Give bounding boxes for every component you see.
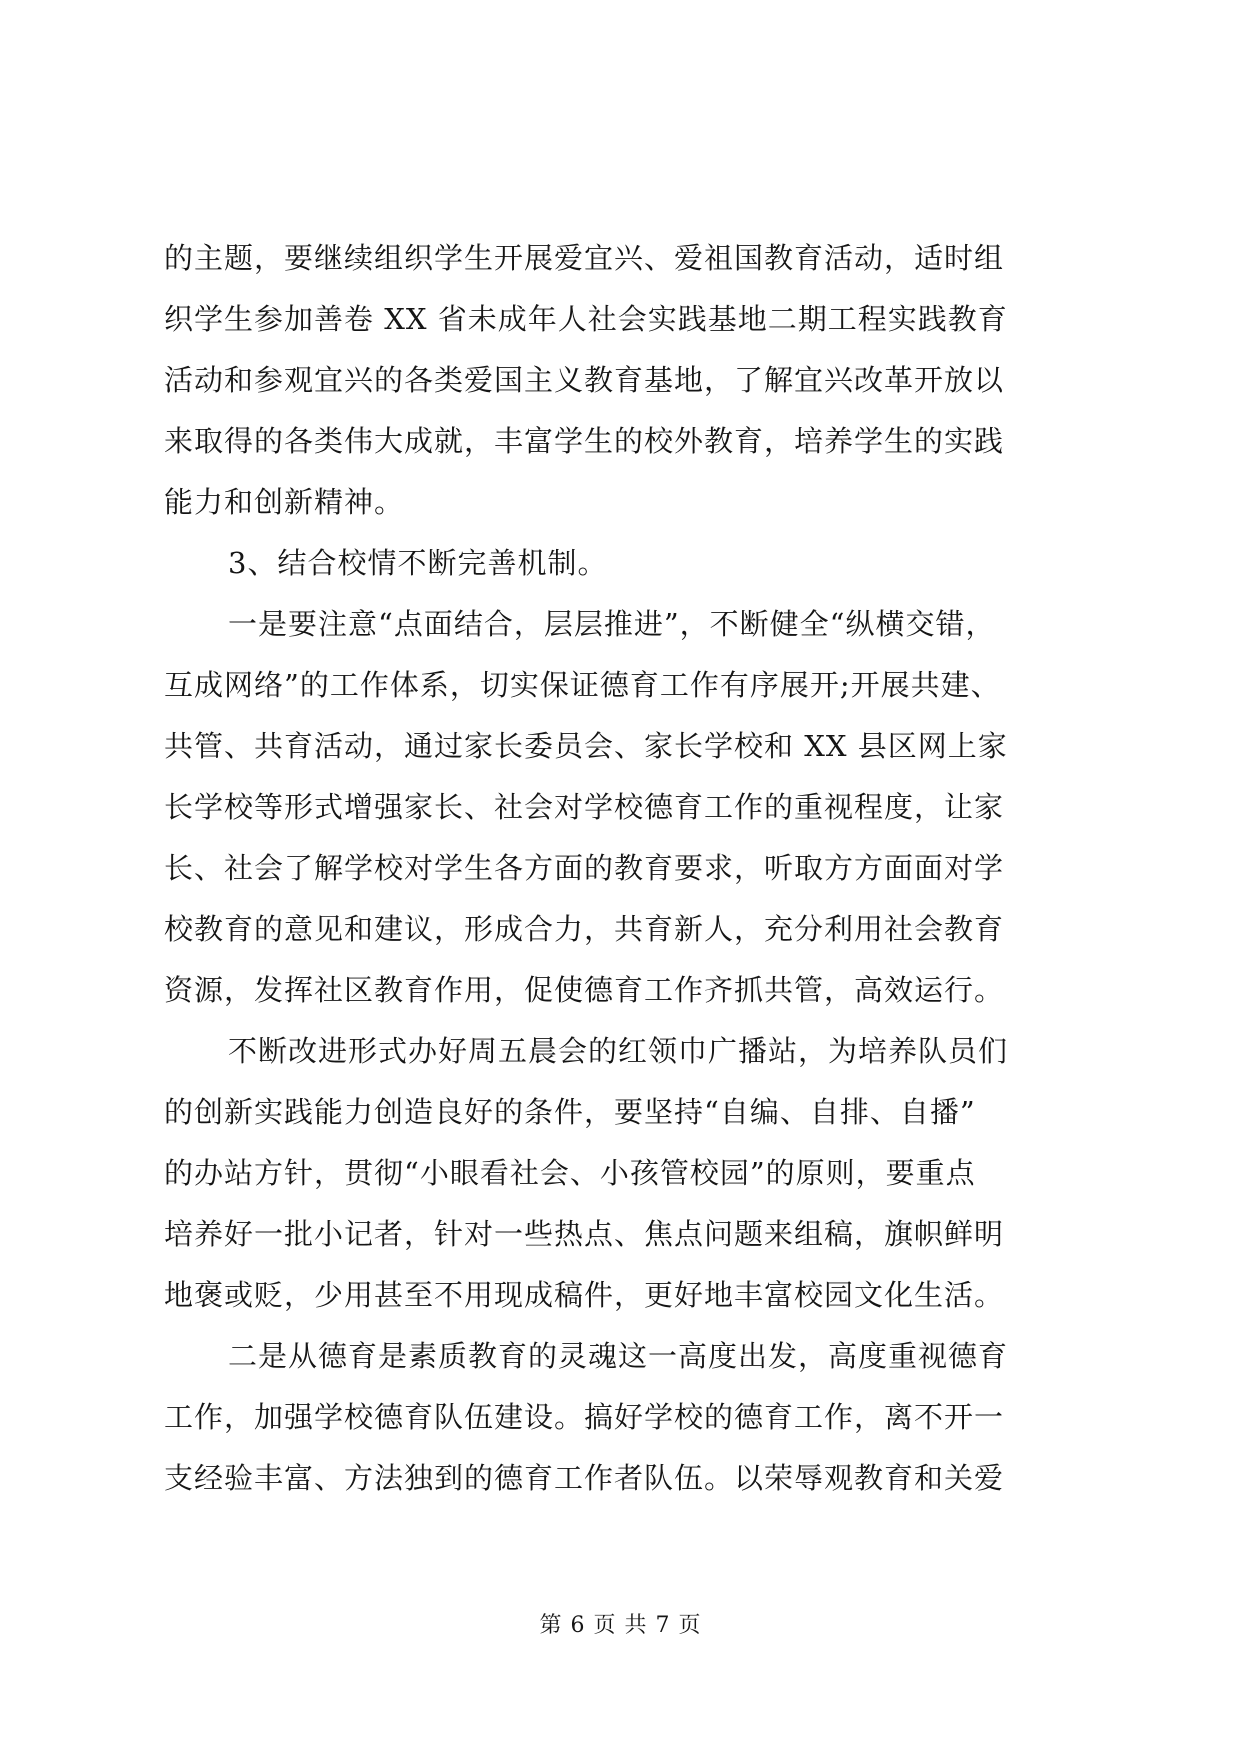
text-line: 的主题，要继续组织学生开展爱宜兴、爱祖国教育活动，适时组	[164, 241, 1005, 275]
text-line: 校教育的意见和建议，形成合力，共育新人，充分利用社会教育	[164, 912, 1005, 946]
text-line: 二是从德育是素质教育的灵魂这一高度出发，高度重视德育	[228, 1339, 1009, 1373]
text-line: 来取得的各类伟大成就，丰富学生的校外教育，培养学生的实践	[164, 424, 1005, 458]
text-line: 培养好一批小记者，针对一些热点、焦点问题来组稿，旗帜鲜明	[164, 1217, 1005, 1251]
text-line: 不断改进形式办好周五晨会的红领巾广播站，为培养队员们	[228, 1034, 1009, 1068]
text-line: 长、社会了解学校对学生各方面的教育要求，听取方方面面对学	[164, 851, 1005, 885]
page-number-footer: 第 6 页 共 7 页	[539, 1613, 702, 1638]
text-line: 的办站方针，贯彻“小眼看社会、小孩管校园”的原则，要重点	[164, 1156, 976, 1190]
text-line: 能力和创新精神。	[164, 485, 405, 519]
text-line: 资源，发挥社区教育作用，促使德育工作齐抓共管，高效运行。	[164, 973, 1005, 1007]
text-line: 支经验丰富、方法独到的德育工作者队伍。以荣辱观教育和关爱	[164, 1461, 1005, 1495]
text-line: 共管、共育活动，通过家长委员会、家长学校和 XX 县区网上家	[164, 729, 1008, 763]
text-line: 工作，加强学校德育队伍建设。搞好学校的德育工作，离不开一	[164, 1400, 1005, 1434]
text-line: 一是要注意“点面结合，层层推进”，不断健全“纵横交错，	[228, 607, 996, 641]
document-body	[164, 228, 1084, 1509]
text-line: 地褒或贬，少用甚至不用现成稿件，更好地丰富校园文化生活。	[164, 1278, 1005, 1312]
text-line: 的创新实践能力创造良好的条件，要坚持“自编、自排、自播”	[164, 1095, 976, 1129]
text-line: 活动和参观宜兴的各类爱国主义教育基地，了解宜兴改革开放以	[164, 363, 1005, 397]
section-heading: 3、结合校情不断完善机制。	[228, 546, 608, 580]
text-line: 织学生参加善卷 XX 省未成年人社会实践基地二期工程实践教育	[164, 302, 1008, 336]
text-line: 互成网络”的工作体系，切实保证德育工作有序展开;开展共建、	[164, 668, 1001, 702]
text-line: 长学校等形式增强家长、社会对学校德育工作的重视程度，让家	[164, 790, 1005, 824]
